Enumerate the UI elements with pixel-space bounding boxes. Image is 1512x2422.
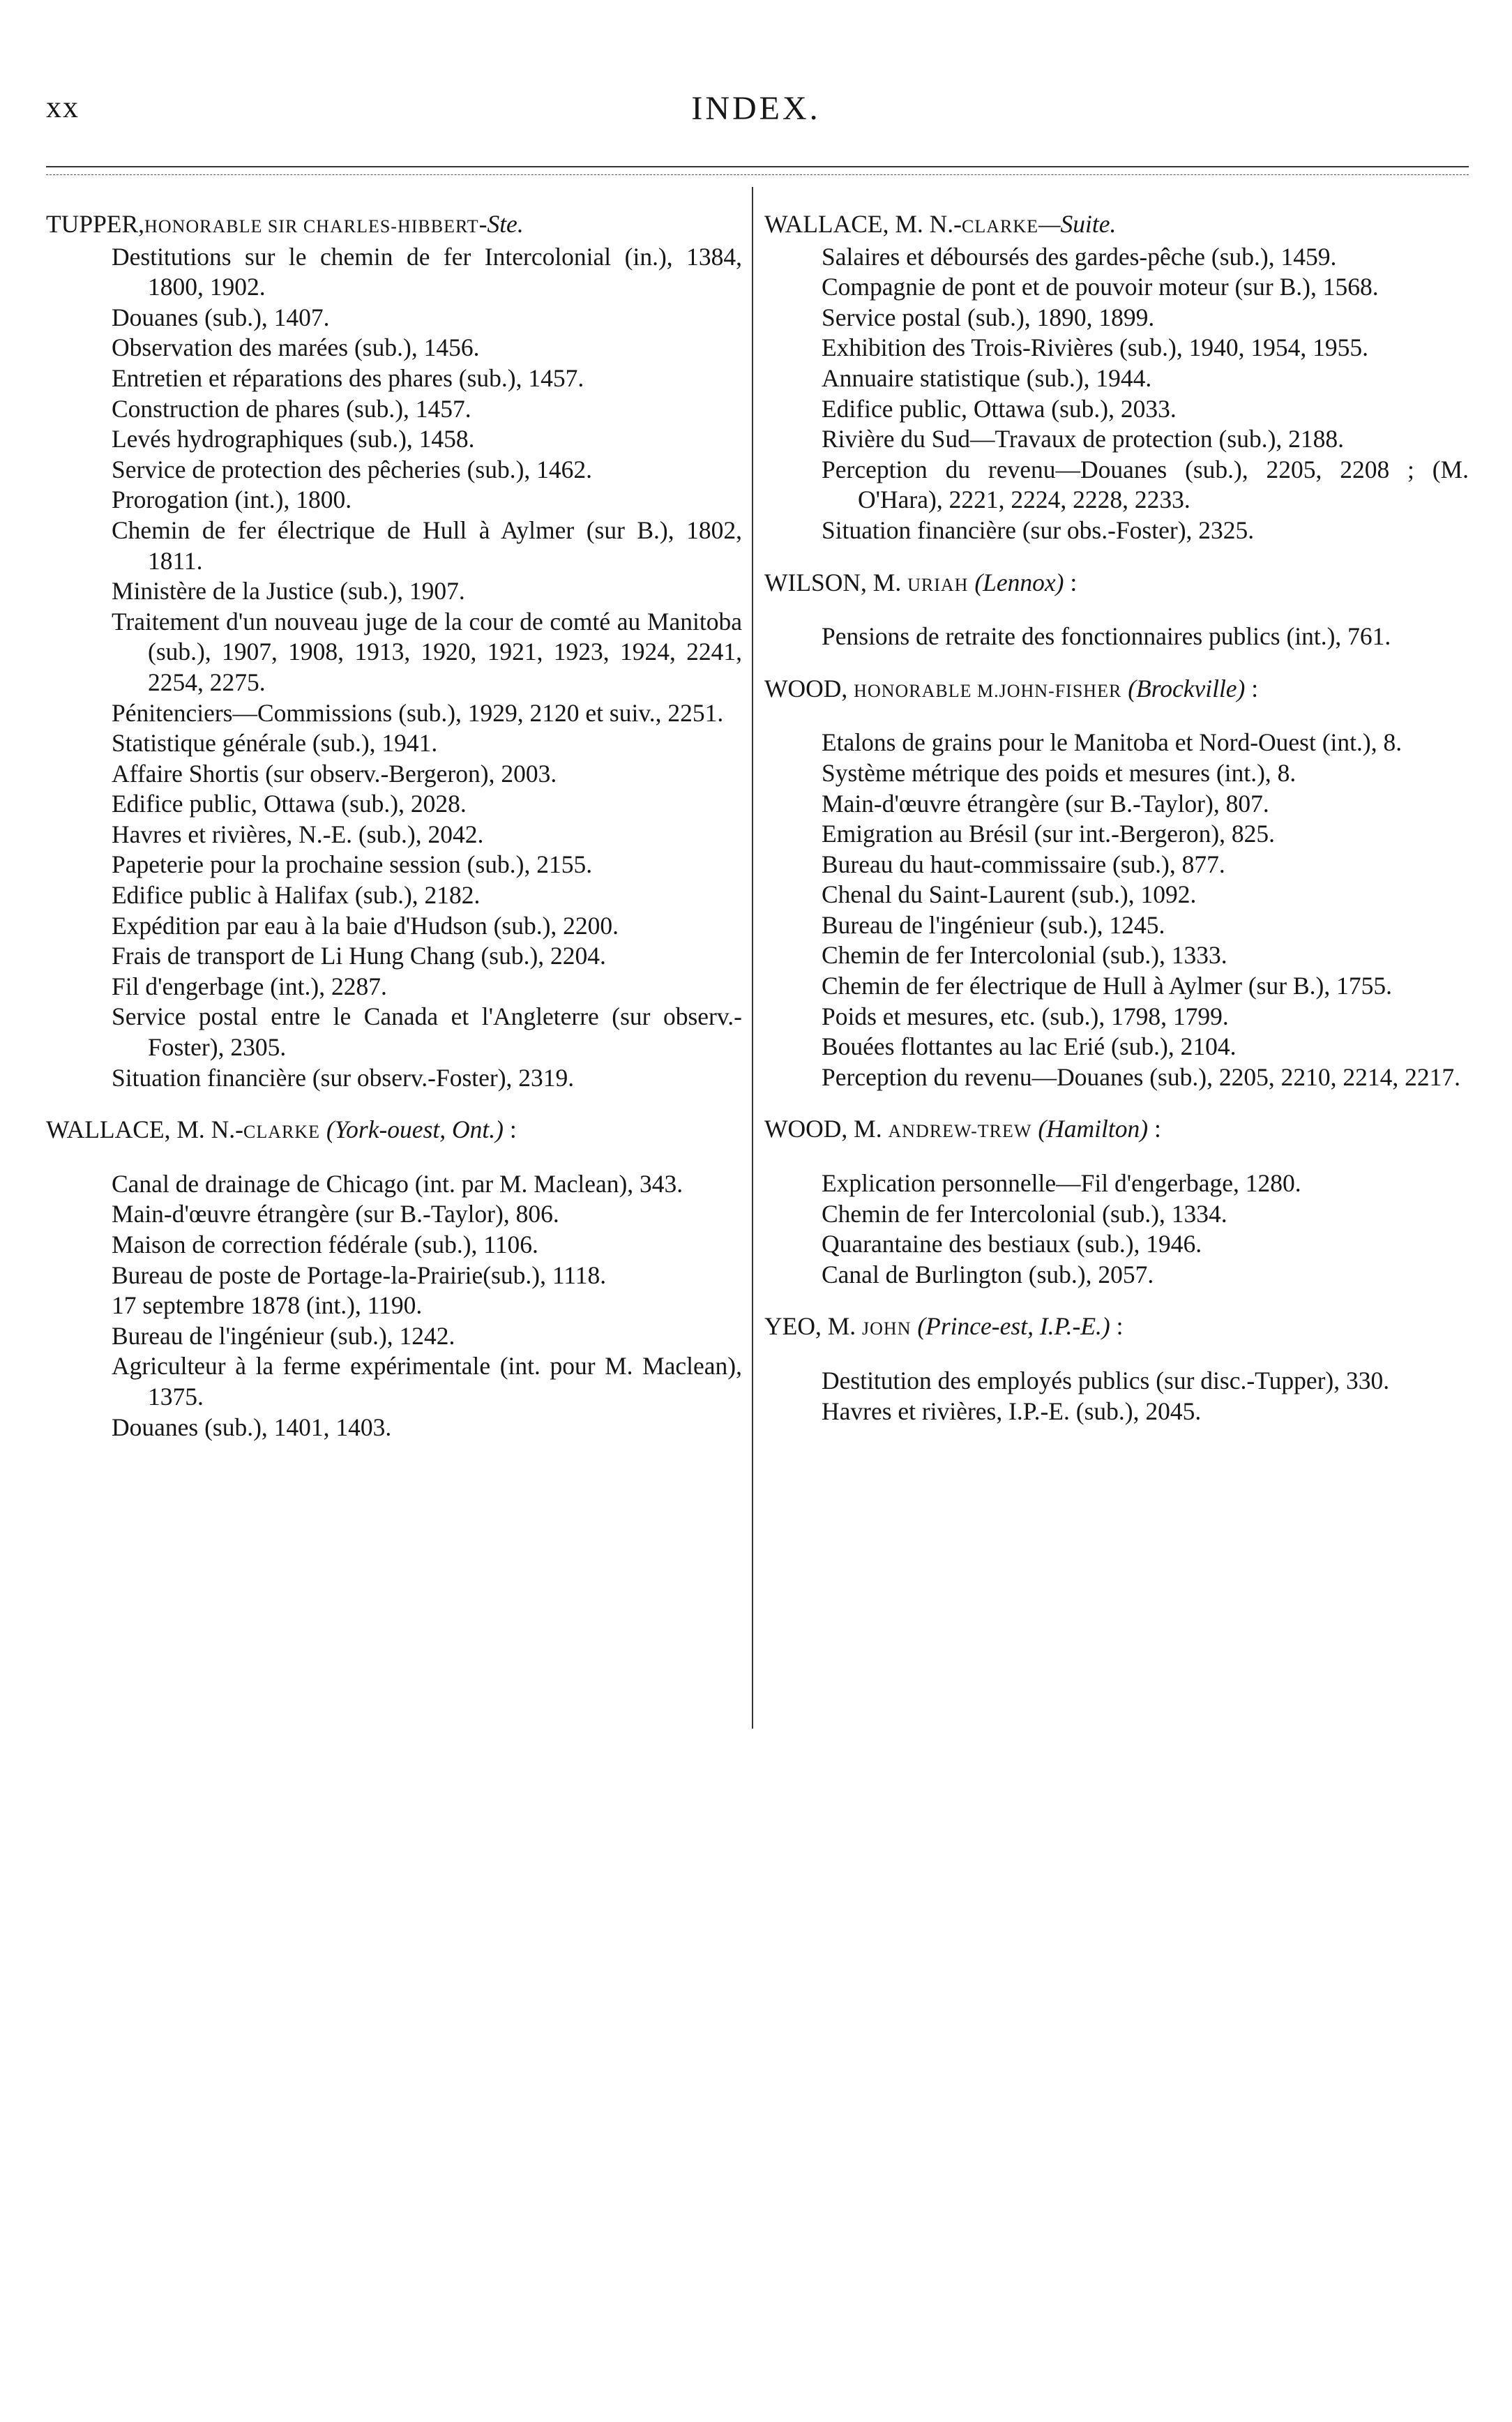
index-name-heading: [46, 209, 742, 242]
index-item: [764, 272, 1469, 303]
entry-spacer: [764, 546, 1469, 568]
index-item-text: Edifice public, Ottawa (sub.), 2028.: [112, 790, 467, 818]
index-item: [46, 880, 742, 911]
index-name-heading: [764, 1114, 1469, 1147]
index-item: [46, 303, 742, 333]
right-column: [764, 209, 1469, 1427]
index-item: [764, 333, 1469, 363]
index-item-text: Douanes (sub.), 1401, 1403.: [112, 1413, 392, 1441]
index-item: [764, 850, 1469, 880]
index-item: [46, 728, 742, 759]
index-item: [46, 607, 742, 698]
name-surname: WOOD,: [764, 674, 854, 702]
page-title: INDEX.: [691, 90, 821, 127]
name-title-smallcaps: CLARKE: [243, 1122, 320, 1143]
index-item: [46, 789, 742, 820]
index-item-text: Bureau de l'ingénieur (sub.), 1245.: [822, 910, 1165, 939]
index-item-text: Prorogation (int.), 1800.: [112, 486, 352, 514]
index-item: [764, 455, 1469, 516]
name-surname: WILSON, M.: [764, 568, 908, 596]
index-item: [764, 1229, 1469, 1260]
index-name-heading: [764, 209, 1469, 242]
index-item: [764, 424, 1469, 455]
index-item-text: Salaires et déboursés des gardes-pêche (sub.), 1459.: [822, 242, 1337, 271]
index-item-text: Rivière du Sud—Travaux de protection (sub.), 2188.: [822, 425, 1345, 453]
name-surname: TUPPER,: [46, 210, 145, 238]
index-item-text: Agriculteur à la ferme expérimentale (int. pour M. Maclean), 1375.: [112, 1352, 742, 1411]
index-item-text: Emigration au Brésil (sur int.-Bergeron), 825.: [822, 820, 1276, 848]
index-item: [764, 622, 1469, 652]
name-constituency: (Lennox): [974, 568, 1064, 596]
index-item: [764, 1366, 1469, 1397]
index-item: [46, 1063, 742, 1094]
name-constituency: —Suite.: [1038, 210, 1117, 238]
name-tail: :: [1148, 1115, 1161, 1143]
index-item-text: Quarantaine des bestiaux (sub.), 1946.: [822, 1230, 1202, 1258]
name-constituency: (Brockville): [1128, 674, 1246, 702]
index-item-text: Douanes (sub.), 1407.: [112, 303, 330, 331]
index-item: [764, 242, 1469, 273]
page-header: [0, 89, 1512, 131]
name-constituency: -Ste.: [478, 210, 524, 238]
index-item-text: Compagnie de pont et de pouvoir moteur (sur B.), 1568.: [822, 273, 1379, 301]
index-item-text: Observation des marées (sub.), 1456.: [112, 333, 480, 362]
index-item: [46, 1169, 742, 1200]
index-item: [46, 363, 742, 394]
index-item: [46, 1199, 742, 1230]
index-item: [764, 728, 1469, 758]
index-item: [764, 1032, 1469, 1062]
index-item: [46, 333, 742, 363]
index-item: [764, 1260, 1469, 1291]
index-item-text: Edifice public, Ottawa (sub.), 2033.: [822, 394, 1177, 423]
index-item-text: Chemin de fer électrique de Hull à Aylmer (sur B.), 1755.: [822, 972, 1392, 1000]
name-surname: WOOD, M.: [764, 1115, 889, 1143]
index-item-text: Bureau de l'ingénieur (sub.), 1242.: [112, 1321, 455, 1350]
index-item: [764, 363, 1469, 394]
index-item-text: 17 septembre 1878 (int.), 1190.: [112, 1291, 423, 1320]
index-item-text: Ministère de la Justice (sub.), 1907.: [112, 577, 465, 606]
index-item-text: Chemin de fer électrique de Hull à Aylmer (sur B.), 1802, 1811.: [112, 516, 742, 575]
index-item-text: Service postal (sub.), 1890, 1899.: [822, 303, 1155, 331]
name-constituency: (Hamilton): [1038, 1115, 1149, 1143]
name-title-smallcaps: HONORABLE SIR CHARLES-HIBBERT: [144, 216, 479, 236]
index-item-text: Etalons de grains pour le Manitoba et Nord-Ouest (int.), 8.: [822, 728, 1403, 757]
index-item: [46, 455, 742, 486]
index-item: [764, 880, 1469, 910]
index-item-text: Havres et rivières, N.-E. (sub.), 2042.: [112, 820, 484, 848]
header-rule: [46, 166, 1469, 167]
index-item: [46, 576, 742, 607]
index-item: [46, 911, 742, 942]
index-item: [46, 1291, 742, 1321]
page-number: xx: [46, 90, 80, 124]
index-item-text: Edifice public à Halifax (sub.), 2182.: [112, 881, 481, 910]
name-title-smallcaps: CLARKE: [961, 216, 1038, 236]
index-item-text: Maison de correction fédérale (sub.), 1106.: [112, 1231, 538, 1258]
name-title-smallcaps: URIAH: [907, 574, 969, 595]
index-item-text: Affaire Shortis (sur observ.-Bergeron), 2003.: [112, 759, 557, 788]
index-item: [46, 698, 742, 729]
index-item-text: Havres et rivières, I.P.-E. (sub.), 2045.: [822, 1397, 1202, 1425]
index-item-text: Bureau du haut-commissaire (sub.), 877.: [822, 850, 1225, 878]
index-item-text: Frais de transport de Li Hung Chang (sub.), 2204.: [112, 942, 606, 970]
index-item: [764, 1002, 1469, 1032]
index-item-text: Pensions de retraite des fonctionnaires publics (int.), 761.: [822, 622, 1391, 651]
index-item: [46, 485, 742, 516]
entry-spacer: [46, 1148, 742, 1169]
index-item: [764, 910, 1469, 941]
index-item: [764, 819, 1469, 850]
name-tail: :: [503, 1115, 517, 1144]
index-item-text: Destitution des employés publics (sur disc.-Tupper), 330.: [822, 1367, 1390, 1394]
index-name-heading: [46, 1115, 742, 1148]
index-item-text: Bureau de poste de Portage-la-Prairie(sub.), 1118.: [112, 1261, 607, 1289]
index-item: [46, 1321, 742, 1352]
index-item: [46, 759, 742, 790]
index-item: [764, 394, 1469, 425]
index-item-text: Main-d'œuvre étrangère (sur B.-Taylor), 806.: [112, 1200, 559, 1228]
index-item-text: Annuaire statistique (sub.), 1944.: [822, 363, 1152, 392]
index-item: [764, 789, 1469, 820]
index-item-text: Levés hydrographiques (sub.), 1458.: [112, 425, 475, 453]
index-item: [46, 820, 742, 850]
index-item: [46, 1230, 742, 1261]
index-item-text: Expédition par eau à la baie d'Hudson (sub.), 2200.: [112, 911, 619, 940]
index-item-text: Perception du revenu—Douanes (sub.), 2205, 2208 ; (M. O'Hara), 2221, 2224, 2228, 2233.: [822, 455, 1469, 514]
name-surname: WALLACE, M. N.-: [764, 210, 962, 238]
index-item: [46, 941, 742, 972]
entry-spacer: [764, 1290, 1469, 1311]
index-name-heading: [764, 674, 1469, 707]
index-item-text: Perception du revenu—Douanes (sub.), 2205, 2210, 2214, 2217.: [822, 1062, 1460, 1091]
index-item: [764, 1199, 1469, 1230]
index-item: [46, 972, 742, 1002]
index-item-text: Chemin de fer Intercolonial (sub.), 1333.: [822, 941, 1227, 970]
left-column: [46, 209, 742, 1443]
index-item-text: Service postal entre le Canada et l'Angleterre (sur observ.-Foster), 2305.: [112, 1002, 742, 1062]
index-item-text: Canal de drainage de Chicago (int. par M. Maclean), 343.: [112, 1169, 683, 1198]
entry-spacer: [764, 652, 1469, 674]
index-name-heading: [764, 1311, 1469, 1344]
index-item: [46, 1413, 742, 1443]
header-rule-secondary: [46, 174, 1469, 175]
index-item-text: Chenal du Saint-Laurent (sub.), 1092.: [822, 880, 1197, 909]
name-tail: :: [1245, 674, 1259, 702]
index-item: [46, 1261, 742, 1291]
index-item-text: Pénitenciers—Commissions (sub.), 1929, 2120 et suiv., 2251.: [112, 698, 724, 727]
index-item: [46, 424, 742, 455]
column-divider: [752, 187, 753, 1729]
entry-spacer: [764, 600, 1469, 622]
entry-spacer: [764, 1147, 1469, 1168]
index-item: [46, 850, 742, 880]
index-item-text: Bouées flottantes au lac Erié (sub.), 2104.: [822, 1032, 1237, 1061]
index-item-text: Fil d'engerbage (int.), 2287.: [112, 972, 387, 1000]
name-constituency: (Prince-est, I.P.-E.): [917, 1312, 1110, 1341]
index-item: [764, 971, 1469, 1002]
index-item-text: Construction de phares (sub.), 1457.: [112, 394, 471, 423]
entry-spacer: [764, 706, 1469, 728]
index-item-text: Main-d'œuvre étrangère (sur B.-Taylor), 807.: [822, 789, 1269, 818]
index-item: [764, 1168, 1469, 1199]
index-item: [764, 303, 1469, 333]
index-item-text: Statistique générale (sub.), 1941.: [112, 729, 438, 758]
index-name-heading: [764, 568, 1469, 601]
index-item-text: Explication personnelle—Fil d'engerbage, 1280.: [822, 1169, 1301, 1198]
name-title-smallcaps: HONORABLE M.JOHN-FISHER: [854, 680, 1122, 701]
entry-spacer: [764, 1344, 1469, 1366]
index-item: [46, 394, 742, 425]
index-item: [764, 516, 1469, 546]
index-item-text: Destitutions sur le chemin de fer Intercolonial (in.), 1384, 1800, 1902.: [112, 242, 742, 301]
name-tail: :: [1064, 568, 1078, 596]
index-item-text: Service de protection des pêcheries (sub.), 1462.: [112, 455, 593, 483]
index-item: [764, 1397, 1469, 1427]
name-surname: YEO, M.: [764, 1312, 863, 1341]
name-tail: :: [1110, 1312, 1124, 1341]
index-item: [764, 758, 1469, 789]
index-item-text: Système métrique des poids et mesures (int.), 8.: [822, 758, 1296, 787]
index-item-text: Chemin de fer Intercolonial (sub.), 1334.: [822, 1199, 1227, 1228]
index-item: [764, 940, 1469, 971]
name-constituency: (York-ouest, Ont.): [326, 1115, 504, 1144]
index-item-text: Situation financière (sur observ.-Foster), 2319.: [112, 1063, 575, 1092]
entry-spacer: [46, 1093, 742, 1115]
index-item: [764, 1062, 1469, 1093]
index-item: [46, 1351, 742, 1412]
entry-spacer: [764, 1092, 1469, 1114]
index-item-text: Exhibition des Trois-Rivières (sub.), 1940, 1954, 1955.: [822, 333, 1368, 362]
name-title-smallcaps: JOHN: [862, 1318, 912, 1339]
index-item-text: Poids et mesures, etc. (sub.), 1798, 1799.: [822, 1002, 1229, 1030]
index-item: [46, 516, 742, 576]
index-item-text: Traitement d'un nouveau juge de la cour de comté au Manitoba (sub.), 1907, 1908, 1913, 1920, 1921, 1923, 1924, 2241, 2254, 2275.: [112, 607, 742, 696]
index-item: [46, 242, 742, 303]
index-item-text: Situation financière (sur obs.-Foster), 2325.: [822, 516, 1255, 544]
name-surname: WALLACE, M. N.-: [46, 1115, 243, 1144]
name-title-smallcaps: ANDREW-TREW: [888, 1121, 1032, 1142]
index-item-text: Entretien et réparations des phares (sub.), 1457.: [112, 363, 584, 392]
index-item-text: Papeterie pour la prochaine session (sub.), 2155.: [112, 850, 593, 879]
index-item: [46, 1002, 742, 1062]
index-item-text: Canal de Burlington (sub.), 2057.: [822, 1260, 1154, 1288]
